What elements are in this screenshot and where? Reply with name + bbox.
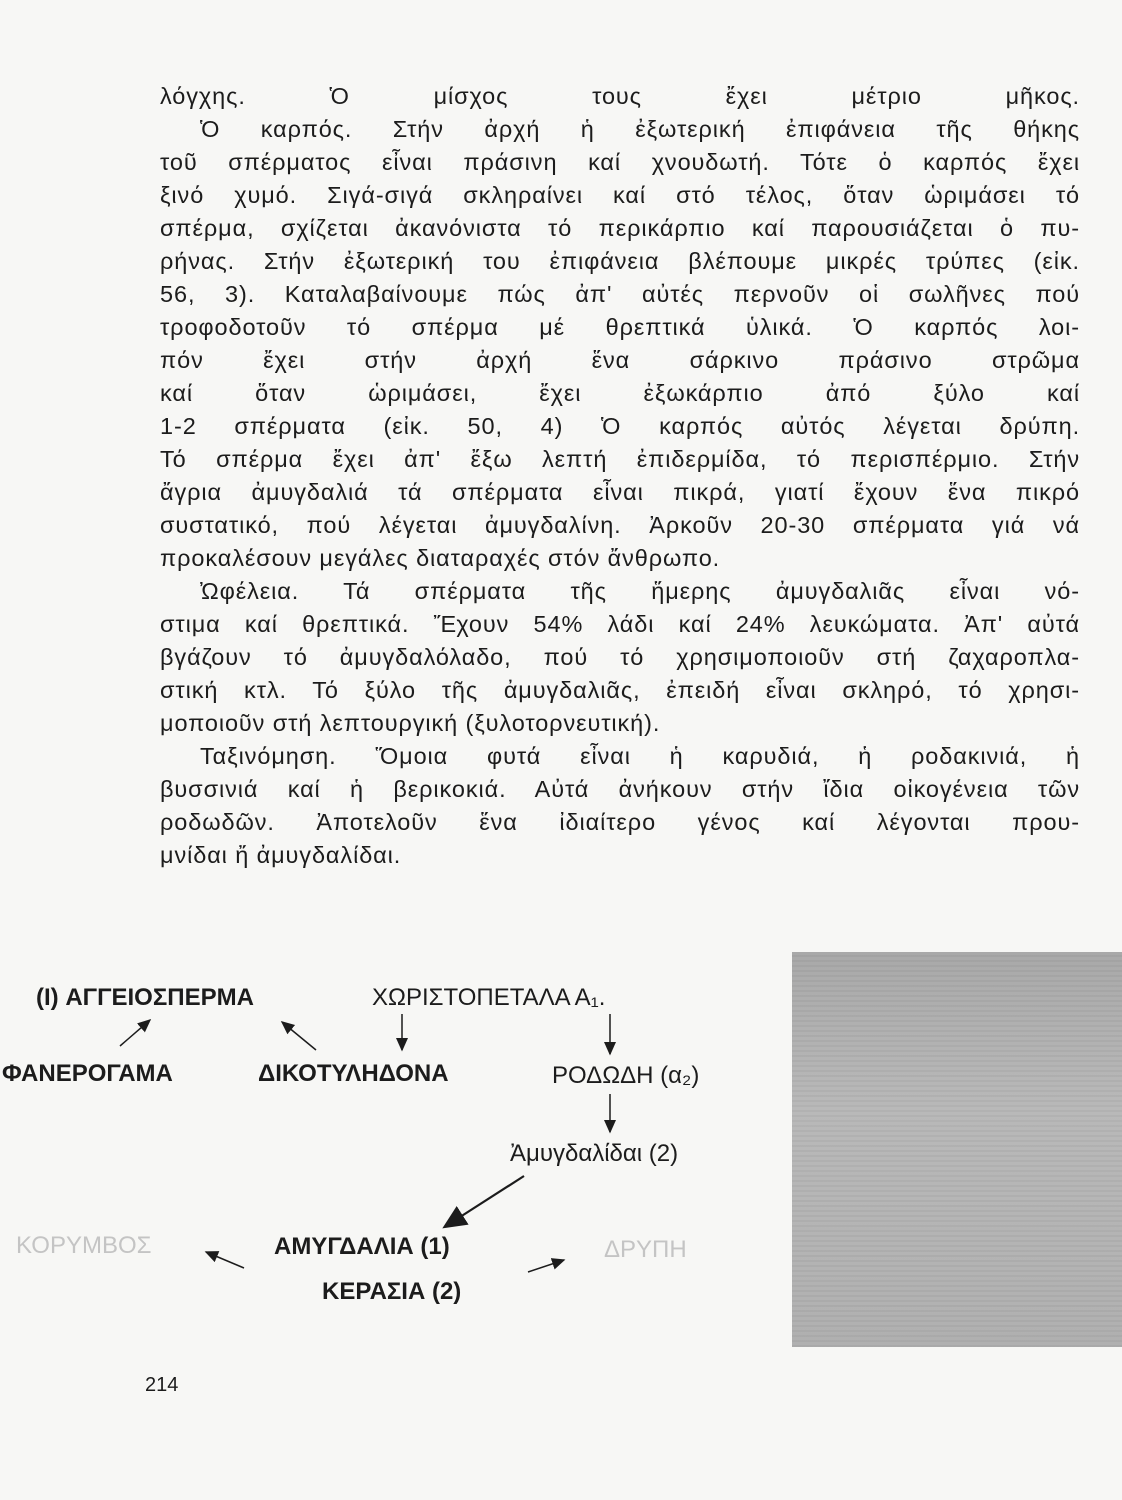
text-line: καί ὅταν ὡριμάσει, ἔχει ἐξωκάρπιο ἀπό ξύλο καί: [160, 380, 1080, 406]
node-kerasia: ΚΕΡΑΣΙΑ (2): [322, 1278, 462, 1305]
node-angiosperma: (I) ΑΓΓΕΙΟΣΠΕΡΜΑ: [36, 984, 254, 1011]
node-phanerogama: ΦΑΝΕΡΟΓΑΜΑ: [2, 1060, 173, 1087]
text-line: Τό σπέρμα ἔχει ἀπ' ἔξω λεπτή ἐπιδερμίδα, τό περισπέρμιο. Στήν: [160, 446, 1080, 472]
node-rodode: ΡΟΔΩΔΗ (α₂): [552, 1062, 700, 1089]
text-line: ἄγρια ἀμυγδαλιά τά σπέρματα εἶναι πικρά, γιατί ἔχουν ἕνα πικρό: [160, 479, 1080, 505]
text-line: βυσσινιά καί ἡ βερικοκιά. Αὐτά ἀνήκουν στήν ἴδια οἰκογένεια τῶν: [160, 776, 1080, 802]
node-amygdalidai: Ἀμυγδαλίδαι (2): [510, 1140, 679, 1167]
text-line: προκαλέσουν μεγάλες διαταραχές στόν ἄνθρωπο.: [160, 545, 721, 571]
text-line: στιμα καί θρεπτικά. Ἔχουν 54% λάδι καί 24% λευκώματα. Ἀπ' αὐτά: [160, 611, 1080, 637]
arrow-amygdalia-to-korymvos: [206, 1252, 244, 1268]
text-line: 1-2 σπέρματα (εἰκ. 50, 4) Ὁ καρπός αὐτός λέγεται δρύπη.: [160, 413, 1080, 439]
text-line: πόν ἔχει στήν ἀρχή ἕνα σάρκινο πράσινο στρῶμα: [160, 347, 1080, 373]
text-line: βγάζουν τό ἀμυγδαλόλαδο, πού τό χρησιμοποιοῦν στή ζαχαροπλα-: [160, 644, 1080, 670]
text-line: Ὁ καρπός. Στήν ἀρχή ἡ ἐξωτερική ἐπιφάνεια τῆς θήκης: [200, 116, 1080, 142]
text-line: τοῦ σπέρματος εἶναι πράσινη καί χνουδωτή. Τότε ὁ καρπός ἔχει: [160, 149, 1080, 175]
page-number: 214: [145, 1374, 179, 1396]
arrow-kerasia-to-drypi: [528, 1260, 564, 1272]
text-line: 56, 3). Καταλαβαίνουμε πώς ἀπ' αὐτές περνοῦν οἱ σωλῆνες πού: [160, 281, 1080, 307]
arrow-phanerogama-to-angiosperma: [120, 1020, 150, 1046]
node-drypi: ΔΡΥΠΗ: [604, 1236, 687, 1263]
node-korymvos: ΚΟΡΥΜΒΟΣ: [16, 1232, 152, 1259]
text-line: λόγχης. Ὁ μίσχος τους ἔχει μέτριο μῆκος.: [160, 83, 1080, 109]
text-line: σπέρμα, σχίζεται ἀκανόνιστα τό περικάρπιο καί παρουσιάζεται ὁ πυ-: [160, 215, 1080, 241]
text-line: τροφοδοτοῦν τό σπέρμα μέ θρεπτικά ὑλικά. Ὁ καρπός λοι-: [160, 314, 1080, 340]
node-dikotyledona: ΔΙΚΟΤΥΛΗΔΟΝΑ: [258, 1060, 449, 1087]
text-line: ροδωδῶν. Ἀποτελοῦν ἕνα ἰδιαίτερο γένος καί λέγονται πρου-: [160, 809, 1080, 835]
text-line: ξινό χυμό. Σιγά-σιγά σκληραίνει καί στό τέλος, ὅταν ὡριμάσει τό: [160, 182, 1080, 208]
text-line: μοποιοῦν στή λεπτουργική (ξυλοτορνευτική).: [160, 710, 661, 736]
text-line: συστατικό, πού λέγεται ἀμυγδαλίνη. Ἀρκοῦν 20-30 σπέρματα γιά νά: [160, 512, 1080, 538]
text-line: μνίδαι ἤ ἀμυγδαλίδαι.: [160, 842, 402, 868]
node-amygdalia: ΑΜΥΓΔΑΛΙΑ (1): [274, 1233, 450, 1260]
node-choristopetala: ΧΩΡΙΣΤΟΠΕΤΑΛΑ Α₁.: [372, 984, 606, 1011]
text-line: ρήνας. Στήν ἐξωτερική του ἐπιφάνεια βλέπουμε μικρές τρύπες (εἰκ.: [160, 248, 1080, 274]
arrow-amygdalidai-to-amygdalia: [446, 1176, 524, 1226]
arrow-dikotyledona-to-angiosperma: [282, 1022, 316, 1050]
text-line: στική κτλ. Τό ξύλο τῆς ἀμυγδαλιᾶς, ἐπειδή εἶναι σκληρό, τό χρησι-: [160, 677, 1080, 703]
text-line: Ὠφέλεια. Τά σπέρματα τῆς ἥμερης ἀμυγδαλιᾶς εἶναι νό-: [200, 578, 1080, 604]
text-line: Ταξινόμηση. Ὅμοια φυτά εἶναι ἡ καρυδιά, ἡ ροδακινιά, ἡ: [200, 743, 1080, 769]
